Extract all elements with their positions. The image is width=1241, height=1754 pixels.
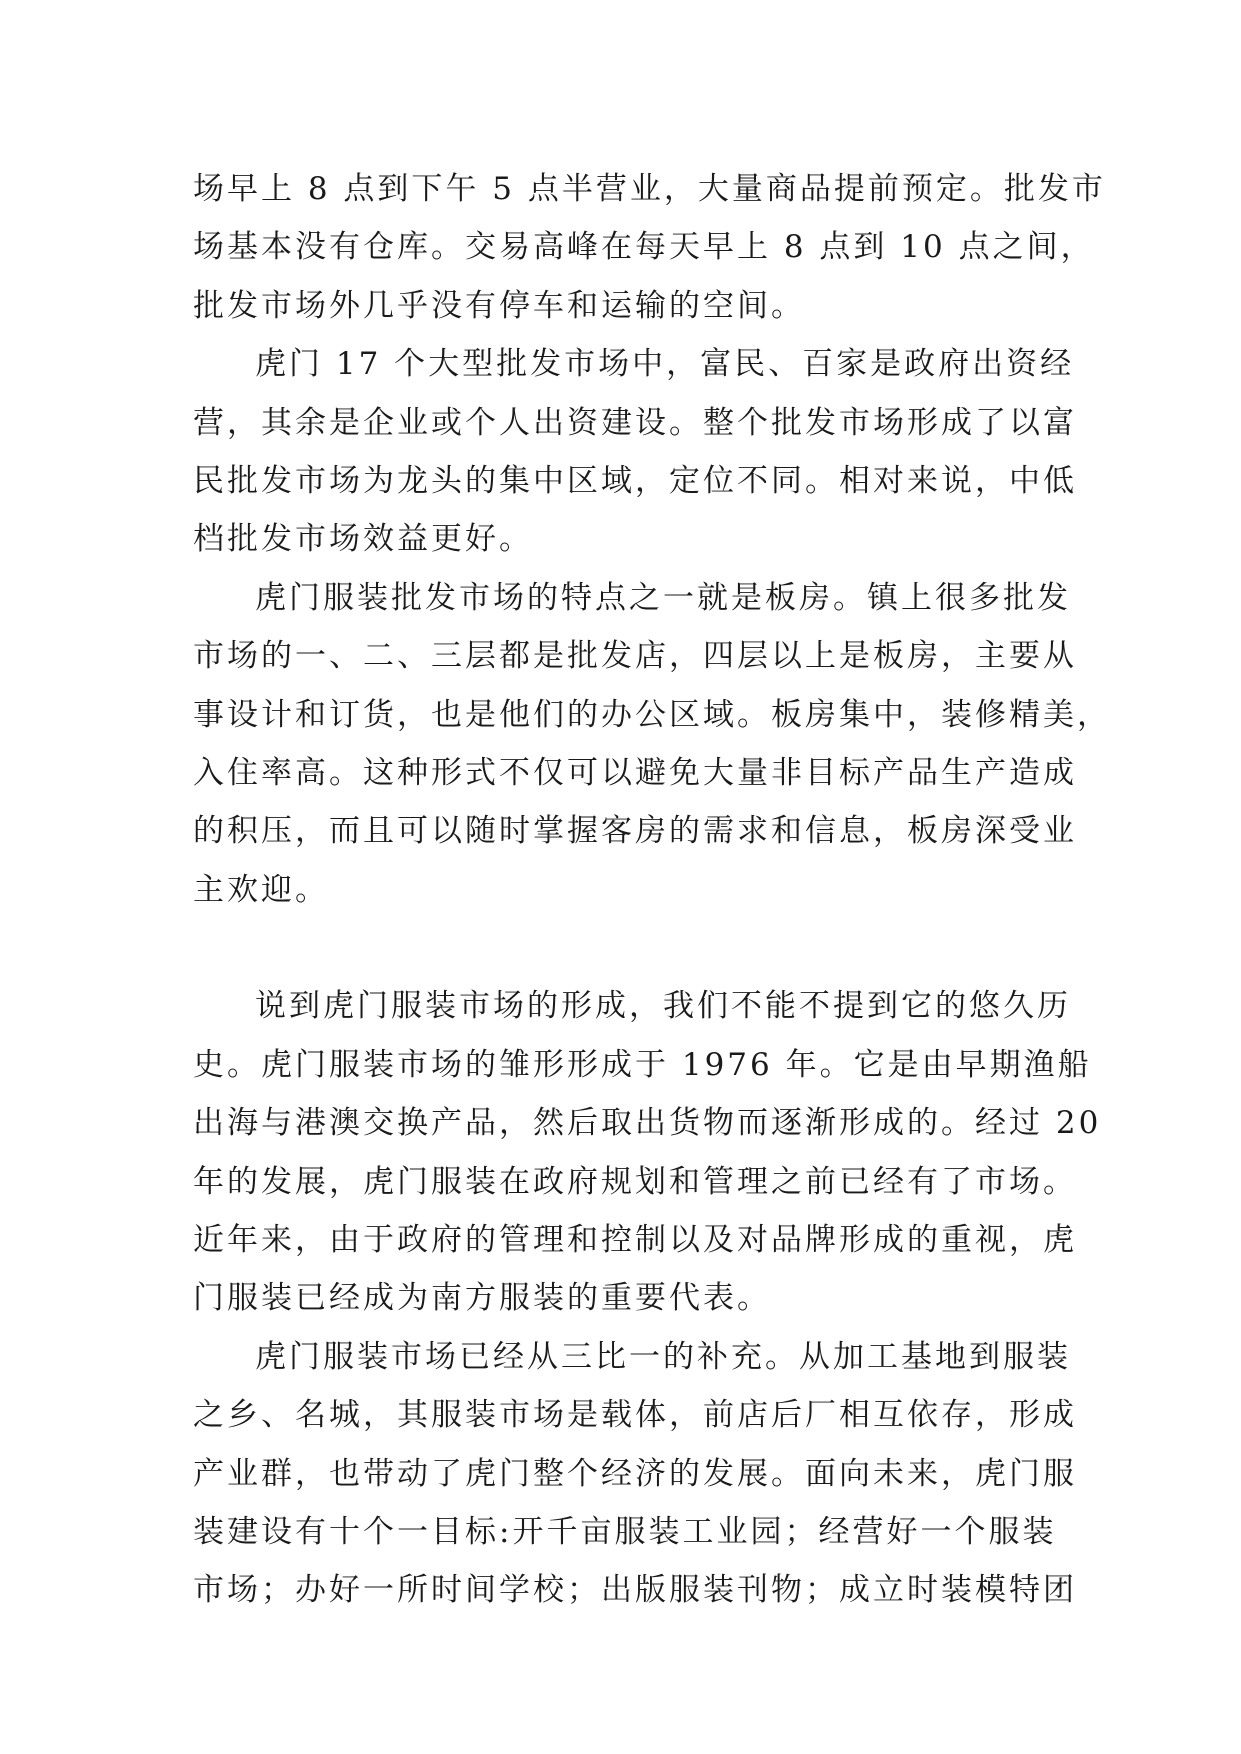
text-line: 史。虎门服装市场的雏形形成于 1976 年。它是由早期渔船 xyxy=(193,1046,1092,1083)
paragraph xyxy=(193,569,1111,978)
text-line: 之乡、名城，其服装市场是载体，前店后厂相互依存，形成 xyxy=(193,1397,1077,1434)
text-line xyxy=(193,919,1073,977)
text-line: 民批发市场为龙头的集中区域，定位不同。相对来说，中低 xyxy=(193,462,1077,499)
text-line: 场基本没有仓库。交易高峰在每天早上 8 点到 10 点之间， xyxy=(193,229,1095,266)
text-line: 产业群，也带动了虎门整个经济的发展。面向未来，虎门服 xyxy=(193,1455,1077,1492)
text-line: 说到虎门服装市场的形成，我们不能不提到它的悠久历 xyxy=(255,988,1071,1025)
text-line: 主欢迎。 xyxy=(193,871,329,908)
text-line: 营，其余是企业或个人出资建设。整个批发市场形成了以富 xyxy=(193,404,1077,441)
text-line: 市场的一、二、三层都是批发店，四层以上是板房，主要从 xyxy=(193,638,1077,675)
text-line: 入住率高。这种形式不仅可以避免大量非目标产品生产造成 xyxy=(193,754,1077,791)
text-line: 虎门 17 个大型批发市场中，富民、百家是政府出资经 xyxy=(255,346,1075,383)
text-line: 虎门服装市场已经从三比一的补充。从加工基地到服装 xyxy=(255,1338,1071,1375)
paragraph xyxy=(193,335,1077,569)
text-line: 市场；办好一所时间学校；出版服装刊物；成立时装模特团 xyxy=(193,1572,1077,1609)
text-line: 批发市场外几乎没有停车和运输的空间。 xyxy=(193,287,805,324)
text-line: 事设计和订货，也是他们的办公区域。板房集中，装修精美， xyxy=(193,696,1111,733)
paragraph xyxy=(193,160,1106,335)
text-line: 门服装已经成为南方服装的重要代表。 xyxy=(193,1280,771,1317)
text-line: 年的发展，虎门服装在政府规划和管理之前已经有了市场。 xyxy=(193,1163,1077,1200)
text-line: 档批发市场效益更好。 xyxy=(193,521,533,558)
paragraph xyxy=(193,977,1102,1327)
paragraph xyxy=(193,1328,1077,1620)
text-line: 场早上 8 点到下午 5 点半营业，大量商品提前预定。批发市 xyxy=(193,171,1106,207)
text-line: 出海与港澳交换产品，然后取出货物而逐渐形成的。经过 20 xyxy=(193,1105,1102,1142)
document-body xyxy=(193,160,1111,1620)
text-line: 装建设有十个一目标:开千亩服装工业园；经营好一个服装 xyxy=(193,1513,1057,1550)
text-line: 近年来，由于政府的管理和控制以及对品牌形成的重视，虎 xyxy=(193,1222,1077,1259)
text-line: 的积压，而且可以随时掌握客房的需求和信息，板房深受业 xyxy=(193,813,1077,850)
text-line: 虎门服装批发市场的特点之一就是板房。镇上很多批发 xyxy=(255,579,1071,616)
